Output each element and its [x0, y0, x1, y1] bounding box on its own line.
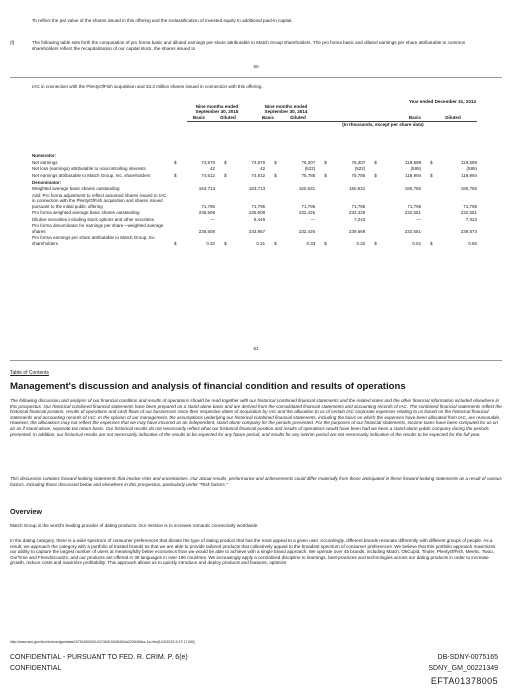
- cell-value: 118,994: [405, 172, 422, 178]
- cell-value: 232,426: [298, 210, 316, 216]
- row-label: Net earnings attributable to Match Group, Inc. shareholders: [32, 172, 151, 178]
- currency-symbol: [368, 209, 377, 216]
- intro-line: To reflect the par value of the shares issued in this offering and the reclassification of invested equity to additional paid-in capital.: [32, 18, 293, 23]
- cell-value: 163,713: [248, 186, 266, 192]
- row-label: Dilutive securities including stock options and other securities: [32, 216, 155, 222]
- currency-symbol: [268, 192, 277, 209]
- currency-symbol: [218, 185, 227, 192]
- currency-symbol: [218, 216, 227, 223]
- header-group-2: Nine months ended September 30, 2014: [264, 104, 308, 115]
- currency-symbol: [318, 178, 327, 185]
- currency-symbol: [368, 152, 377, 159]
- cell-value: 7,243: [354, 216, 366, 222]
- cell-value: 0.31: [256, 240, 266, 246]
- currency-symbol: [368, 192, 377, 209]
- cell-value: [277, 178, 319, 185]
- overview-paragraph-1: Match Group is the world's leading provider of dating products. Our mission is to increase romantic connectivity worldwide.: [10, 523, 259, 528]
- currency-symbol: [268, 216, 277, 223]
- footer-bates-2: SDNY_GM_00221349: [428, 665, 498, 672]
- cell-value: 8,449: [253, 216, 266, 222]
- cell-value: [177, 178, 219, 185]
- cell-value: (522): [354, 166, 366, 172]
- currency-symbol: $: [224, 240, 227, 246]
- currency-symbol: [268, 222, 277, 234]
- cell-value: 163,713: [198, 186, 216, 192]
- cell-value: 235,508: [248, 210, 266, 216]
- currency-symbol: $: [224, 172, 227, 178]
- diluted-1: Diluted: [220, 115, 236, 120]
- cell-value: 75,785: [351, 172, 366, 178]
- currency-symbol: [318, 209, 327, 216]
- currency-symbol: [318, 152, 327, 159]
- currency-symbol: [268, 185, 277, 192]
- cell-value: —: [310, 216, 316, 222]
- note-marker: (f): [10, 40, 15, 45]
- currency-symbol: $: [430, 240, 433, 246]
- currency-symbol: [424, 165, 433, 172]
- currency-symbol: [424, 178, 433, 185]
- currency-symbol: $: [274, 172, 277, 178]
- cell-value: 71,795: [251, 203, 266, 209]
- cell-value: 71,795: [351, 203, 366, 209]
- currency-symbol: [424, 192, 433, 209]
- footer-confidential-2: CONFIDENTIAL: [10, 665, 62, 672]
- units-note: (In thousands, except per share data): [342, 122, 424, 127]
- cell-value: 71,795: [407, 203, 422, 209]
- note-text: The following table sets forth the computation of pro forma basic and diluted earnings per share attributable to Match Group shareholders. The pro forma basic and diluted earnings per share attributable to common shareholders reflect the recapitalization of our capital stock, the shares issued to: [32, 40, 466, 51]
- cell-value: 74,612: [251, 172, 266, 178]
- cell-value: 239,669: [349, 228, 366, 234]
- cell-value: 119,589: [405, 159, 422, 165]
- eps-table: [32, 152, 480, 246]
- cell-value: 71,795: [201, 203, 216, 209]
- row-label: Net earnings: [32, 159, 58, 165]
- cell-value: [377, 152, 424, 159]
- overview-heading: Overview: [10, 507, 42, 516]
- mdna-paragraph-2: This discussion contains forward-looking statements that involve risks and uncertainties. Our actual results, performance and achievements could differ materially from those anticipated in these forward-looking statements as a result of various factors, including those discussed below and elsewhere in this prospectus, particularly under "Risk factors.": [10, 476, 502, 487]
- diluted-2: Diluted: [290, 115, 306, 120]
- source-url: http://www.sec.gov/Archives/edgar/data/1575189/000104746915008454/a2226458zs-1a.htm[11/9/2015 9:27:17 AM]: [10, 640, 195, 644]
- currency-symbol: [168, 209, 177, 216]
- continued-text: IAC in connection with the PlentyOfFish acquisition and 33.3 million shares issued in connection with this offering.: [32, 84, 263, 89]
- cell-value: 118,994: [461, 172, 477, 178]
- cell-value: —: [416, 216, 422, 222]
- header-group-3: Year ended December 31, 2014: [408, 99, 476, 104]
- currency-symbol: [168, 165, 177, 172]
- cell-value: [277, 152, 319, 159]
- row-label: Pro forma earnings per share attributable to Match Group, Inc. shareholders: [32, 235, 157, 246]
- currency-symbol: $: [224, 159, 227, 165]
- cell-value: 160,756: [404, 186, 422, 192]
- currency-symbol: $: [374, 159, 377, 165]
- cell-value: 235,508: [198, 228, 216, 234]
- page-number-61: 61: [253, 346, 259, 351]
- table-row: [32, 172, 480, 179]
- basic-1: Basic: [192, 115, 206, 120]
- cell-value: [177, 152, 219, 159]
- row-label: Net loss (earnings) attributable to noncontrolling interests: [32, 166, 146, 172]
- currency-symbol: [268, 165, 277, 172]
- cell-value: [377, 178, 424, 185]
- currency-symbol: [318, 165, 327, 172]
- currency-symbol: [168, 192, 177, 209]
- currency-symbol: [268, 178, 277, 185]
- currency-symbol: [424, 216, 433, 223]
- cell-value: 42: [210, 166, 216, 172]
- currency-symbol: $: [174, 172, 177, 178]
- cell-value: 75,785: [301, 172, 316, 178]
- table-row: [32, 222, 480, 234]
- cell-value: 160,756: [460, 186, 477, 192]
- cell-value: [227, 152, 269, 159]
- cell-value: 0.32: [356, 240, 366, 246]
- currency-symbol: [368, 185, 377, 192]
- cell-value: [327, 178, 369, 185]
- table-row: [32, 216, 480, 223]
- diluted-3: Diluted: [445, 115, 461, 120]
- currency-symbol: [318, 192, 327, 209]
- currency-symbol: [424, 209, 433, 216]
- cell-value: 42: [260, 166, 266, 172]
- currency-symbol: [218, 209, 227, 216]
- currency-symbol: [218, 178, 227, 185]
- row-label: Denominator:: [32, 179, 62, 185]
- table-row: [32, 185, 480, 192]
- currency-symbol: [218, 222, 227, 234]
- header-group-1: Nine months ended September 30, 2015: [195, 104, 239, 115]
- cell-value: 235,508: [198, 210, 216, 216]
- currency-symbol: [168, 185, 177, 192]
- currency-symbol: $: [274, 159, 277, 165]
- cell-value: 74,570: [201, 159, 216, 165]
- row-label: Weighted average basic shares outstanding: [32, 186, 120, 192]
- cell-value: 0.50: [468, 240, 477, 246]
- mdna-paragraph-1: The following discussion and analysis of our financial condition and results of operations should be read together with our historical combined financial statements and the related notes and the other financial information included elsewhere in this prospectus. Our historical combined financial statements have been prepared on a stand-alone basis and are derived from the consolidated financial statements and accounting records of IAC. The combined financial statements reflect the historical financial position, results of operations and cash flows of our businesses since their respective dates of acquisition by IAC and the allocation to us of certain IAC corporate expenses relating to us based on the historical financial statements and accounting records of IAC. In the opinion of our management, the assumptions underlying our historical combined financial statements, including the basis on which the expenses have been allocated from IAC, are reasonable. However, the allocations may not reflect the expenses that we may have incurred as an independent, stand-alone company for the periods presented. For the purposes of our financial statements, income taxes have been computed for us on an as if stand-alone, separate tax return basis. Our historical results do not necessarily reflect what our historical financial position and results of operations would have been had we been a stand-alone public company during the periods presented. In addition, our historical results are not necessarily indicative of the results to be expected for any future period, and results for any interim period are not necessarily indicative of the results to be expected for the full year.: [10, 398, 502, 437]
- cell-value: 71,795: [463, 203, 477, 209]
- currency-symbol: [368, 165, 377, 172]
- cell-value: 243,957: [248, 228, 266, 234]
- currency-symbol: $: [374, 240, 377, 246]
- table-row: [32, 152, 480, 159]
- currency-symbol: [168, 216, 177, 223]
- currency-symbol: [424, 152, 433, 159]
- currency-symbol: [368, 178, 377, 185]
- currency-symbol: $: [324, 240, 327, 246]
- table-row: [32, 165, 480, 172]
- page-break-rule: [10, 77, 502, 78]
- currency-symbol: [424, 185, 433, 192]
- overview-paragraph-2: In the dating category, there is a wide spectrum of consumer preferences that dictate the type of dating product that has the most appeal to a given user. Accordingly, different brands resonate differently with different groups of people. As a result, we approach the category with a portfolio of trusted brands so that we are able to provide tailored products that collectively appeal to the broadest spectrum of consumer preferences. We believe that this portfolio approach maximizes our ability to capture the largest number of users at meaningfully better economics than we would be able to achieve with a single brand approach. We operate over 45 brands, including Match, OkCupid, Tinder, PlentyOfFish, Meetic, Twoo, OurTime and FriendScout24, and our products are offered in 38 languages in over 190 countries. We increasingly apply a centralized discipline to learnings, best-practices and technologies across our dating products in order to increase growth, reduce costs and maximize profitability. This approach allows us to quickly introduce and deploy products and features, optimize: [10, 538, 496, 566]
- row-label: Add: Pro forma adjustment to reflect assumed shares issued to IAC in connection with the PlentyOfFish acquisition and shares issued pursuant to the initial public offering: [32, 192, 167, 209]
- row-label: Pro forma denominator for earnings per share—weighted average shares: [32, 223, 164, 234]
- footer-confidential-1: CONFIDENTIAL - PURSUANT TO FED. R. CRIM. P. 6(e): [10, 654, 188, 661]
- row-label: Pro forma weighted average basic shares outstanding: [32, 210, 140, 216]
- cell-value: 74,570: [251, 159, 266, 165]
- cell-value: (522): [304, 166, 316, 172]
- currency-symbol: [318, 216, 327, 223]
- currency-symbol: [424, 222, 433, 234]
- cell-value: 0.32: [206, 240, 216, 246]
- cell-value: 0.51: [412, 240, 422, 246]
- footer-efta-id: EFTA01378005: [430, 676, 498, 686]
- cell-value: 74,612: [201, 172, 216, 178]
- currency-symbol: [218, 152, 227, 159]
- cell-value: [327, 152, 369, 159]
- cell-value: 160,631: [349, 186, 366, 192]
- footer-bates-1: DB-SDNY-0075165: [437, 654, 498, 661]
- page-break-rule-2: [10, 360, 502, 361]
- currency-symbol: $: [324, 172, 327, 178]
- basic-3: Basic: [408, 115, 422, 120]
- cell-value: 160,631: [298, 186, 316, 192]
- currency-symbol: [218, 165, 227, 172]
- currency-symbol: [318, 185, 327, 192]
- currency-symbol: [368, 216, 377, 223]
- cell-value: [433, 152, 480, 159]
- table-of-contents-link[interactable]: Table of Contents: [10, 370, 49, 376]
- cell-value: 0.33: [306, 240, 316, 246]
- table-row: [32, 209, 480, 216]
- cell-value: (595): [410, 166, 422, 172]
- cell-value: 119,589: [461, 159, 477, 165]
- currency-symbol: $: [374, 172, 377, 178]
- cell-value: 232,426: [298, 228, 316, 234]
- currency-symbol: [218, 192, 227, 209]
- cell-value: 232,551: [404, 210, 422, 216]
- currency-symbol: [168, 222, 177, 234]
- cell-value: 232,551: [404, 228, 422, 234]
- cell-value: 232,426: [349, 210, 366, 216]
- cell-value: 76,307: [301, 159, 316, 165]
- currency-symbol: [318, 222, 327, 234]
- currency-symbol: $: [174, 159, 177, 165]
- cell-value: 71,795: [301, 203, 316, 209]
- table-row: [32, 178, 480, 185]
- currency-symbol: [268, 152, 277, 159]
- cell-value: [227, 178, 269, 185]
- currency-symbol: [268, 209, 277, 216]
- cell-value: 76,307: [351, 159, 366, 165]
- cell-value: —: [210, 216, 216, 222]
- currency-symbol: [168, 178, 177, 185]
- currency-symbol: $: [430, 159, 433, 165]
- cell-value: 7,323: [465, 216, 477, 222]
- table-row: [32, 192, 480, 209]
- cell-value: [433, 178, 480, 185]
- section-title: Management's discussion and analysis of financial condition and results of operations: [10, 381, 406, 392]
- cell-value: 232,551: [460, 210, 477, 216]
- currency-symbol: $: [274, 240, 277, 246]
- cell-value: (595): [466, 166, 477, 172]
- currency-symbol: $: [324, 159, 327, 165]
- currency-symbol: [368, 222, 377, 234]
- basic-2: Basic: [261, 115, 275, 120]
- page-number-60: 60: [253, 64, 259, 69]
- currency-symbol: [168, 152, 177, 159]
- cell-value: 239,874: [460, 228, 477, 234]
- currency-symbol: $: [430, 172, 433, 178]
- row-label: Numerator:: [32, 153, 57, 159]
- currency-symbol: $: [174, 240, 177, 246]
- table-row: [32, 234, 480, 246]
- table-row: [32, 159, 480, 166]
